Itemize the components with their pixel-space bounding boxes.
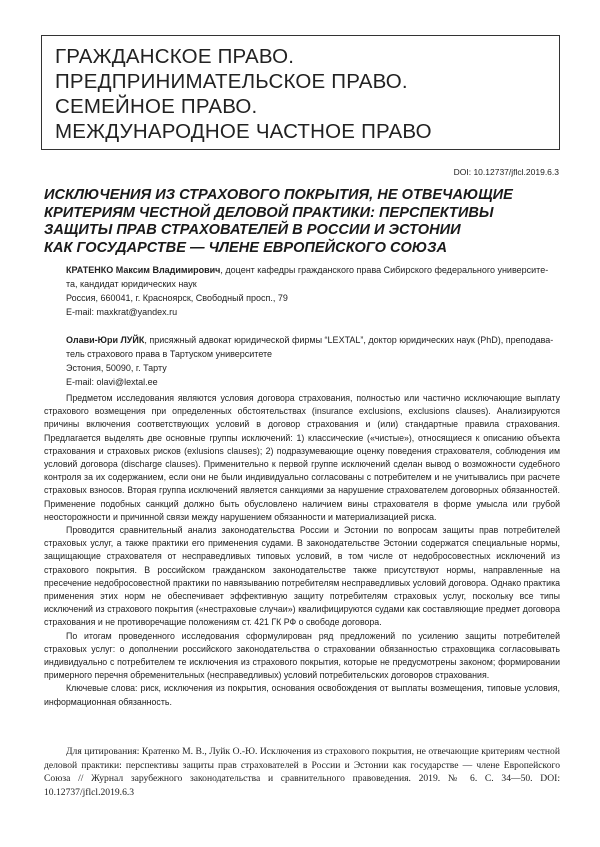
abstract-paragraph: Проводится сравнительный анализ законодательства России и Эстонии по вопросам защиты прав потребителей страховых услуг, а также практики его применения судами. В законодательстве Эстонии содержатся специальные нормы, защищающие страхователя от несправедливых типовых условий, в том числе от недобросовестных исключений из страхового покрытия. В российском гражданском законодательстве также присутствуют нормы, направленные на пресечение недобросовестной практики по навязыванию потребителям несправедливых условий договора. Однако практика применения этих норм не обеспечивает эффективную защиту потребителям страховых услуг, поскольку все типы исключений из страхового покрытия («нестраховые случаи») квалифицируются судами как составляющие предмет договора страхования и не противоречащие положениям ст. 421 ГК РФ о свободе договора. — [44, 525, 560, 628]
abstract-paragraph: Предметом исследования являются условия договора страхования, полностью или частично исключающие выплату страхового возмещения при определенных обстоятельствах (insurance exclusions, exclusions clauses). Анализируются причины включения соответствующих условий в договор страхования и (или) стандартные правила страхования. Предлагается выделять две основные группы исключений: 1) классические («чистые»), относящиеся к описанию объекта страхования и страховых рисков (exlusions clauses); 2) подразумевающие оценку поведения страхователя, соблюдения им условий договора (discharge clauses). Применительно к первой группе исключений сделан вывод о возможности судебного контроля за их содержанием, если они не были индивидуально согласованы с потребителем и не учитывались при расчете страховых взносов. Вторая группа исключений является санкциями за нарушение страхователем договорных обязанностей. Применение подобных санкций должно быть обусловлено наличием вины страхователя в форме умысла или грубой неосторожности и причинной связи между нарушением обязанности и материализацией риска. — [44, 393, 560, 522]
section-header-line: МЕЖДУНАРОДНОЕ ЧАСТНОЕ ПРАВО — [55, 120, 432, 143]
author-address: Эстония, 50090, г. Тарту — [66, 363, 167, 373]
author-address: Россия, 660041, г. Красноярск, Свободный просп., 79 — [66, 293, 288, 303]
author-affiliation-line: КРАТЕНКО Максим Владимирович, доцент кафедры гражданского права Сибирского федерального университе- — [66, 265, 549, 275]
author-affiliation-line: Олави-Юри ЛУЙК, присяжный адвокат юридической фирмы “LEXTAL”, доктор юридических наук (PhD), преподава- — [66, 335, 554, 345]
section-header-line: СЕМЕЙНОЕ ПРАВО. — [55, 95, 258, 118]
title-line: ЗАЩИТЫ ПРАВ СТРАХОВАТЕЛЕЙ В РОССИИ И ЭСТОНИИ — [44, 222, 461, 238]
doi-label: DOI: 10.12737/jflcl.2019.6.3 — [453, 167, 559, 177]
author-block-2 — [66, 333, 566, 389]
section-header-line: ГРАЖДАНСКОЕ ПРАВО. — [55, 45, 295, 68]
title-line: КРИТЕРИЯМ ЧЕСТНОЙ ДЕЛОВОЙ ПРАКТИКИ: ПЕРСПЕКТИВЫ — [44, 204, 494, 221]
author-affiliation-cont: тель страхового права в Тартуском университете — [66, 349, 273, 359]
author-email: E-mail: olavi@lextal.ee — [66, 377, 158, 387]
title-line: ИСКЛЮЧЕНИЯ ИЗ СТРАХОВОГО ПОКРЫТИЯ, НЕ ОТВЕЧАЮЩИЕ — [44, 187, 513, 203]
title-line: КАК ГОСУДАРСТВЕ — ЧЛЕНЕ ЕВРОПЕЙСКОГО СОЮЗА — [44, 239, 448, 256]
abstract — [44, 392, 560, 709]
citation: Для цитирования: Кратенко М. В., Луйк О.-Ю. Исключения из страхового покрытия, не отвечающие критериям честной деловой практики: перспективы защиты прав страхователей в России и Эстонии как государстве — члене Европейского Союза // Журнал зарубежного законодательства и сравнительного правоведения. 2019. № 6. С. 34—50. DOI: 10.12737/jflcl.2019.6.3 — [44, 746, 560, 798]
author-email: E-mail: maxkrat@yandex.ru — [66, 307, 178, 317]
keywords: Ключевые слова: риск, исключения из покрытия, основания освобождения от выплаты возмещения, типовые условия, информационная обязанность. — [44, 683, 560, 707]
author-block-1 — [66, 263, 566, 319]
abstract-paragraph: По итогам проведенного исследования сформулирован ряд предложений по усилению защиты потребителей страховых услуг: о дополнении российского законодательства о страховании обязанностью страховщика согласовывать индивидуально с потребителем те исключения из страхового покрытия, которые не предусмотрены законом; формировании примерного перечня обременительных (несправедливых) условий потребительских договоров страхования. — [44, 630, 560, 681]
article-title — [44, 187, 564, 257]
section-header-line: ПРЕДПРИНИМАТЕЛЬСКОЕ ПРАВО. — [55, 70, 408, 93]
author-name: Олави-Юри ЛУЙК — [66, 335, 145, 345]
author-name: КРАТЕНКО Максим Владимирович — [66, 265, 221, 275]
author-affiliation-cont: та, кандидат юридических наук — [66, 279, 197, 289]
section-header-box — [41, 35, 560, 150]
